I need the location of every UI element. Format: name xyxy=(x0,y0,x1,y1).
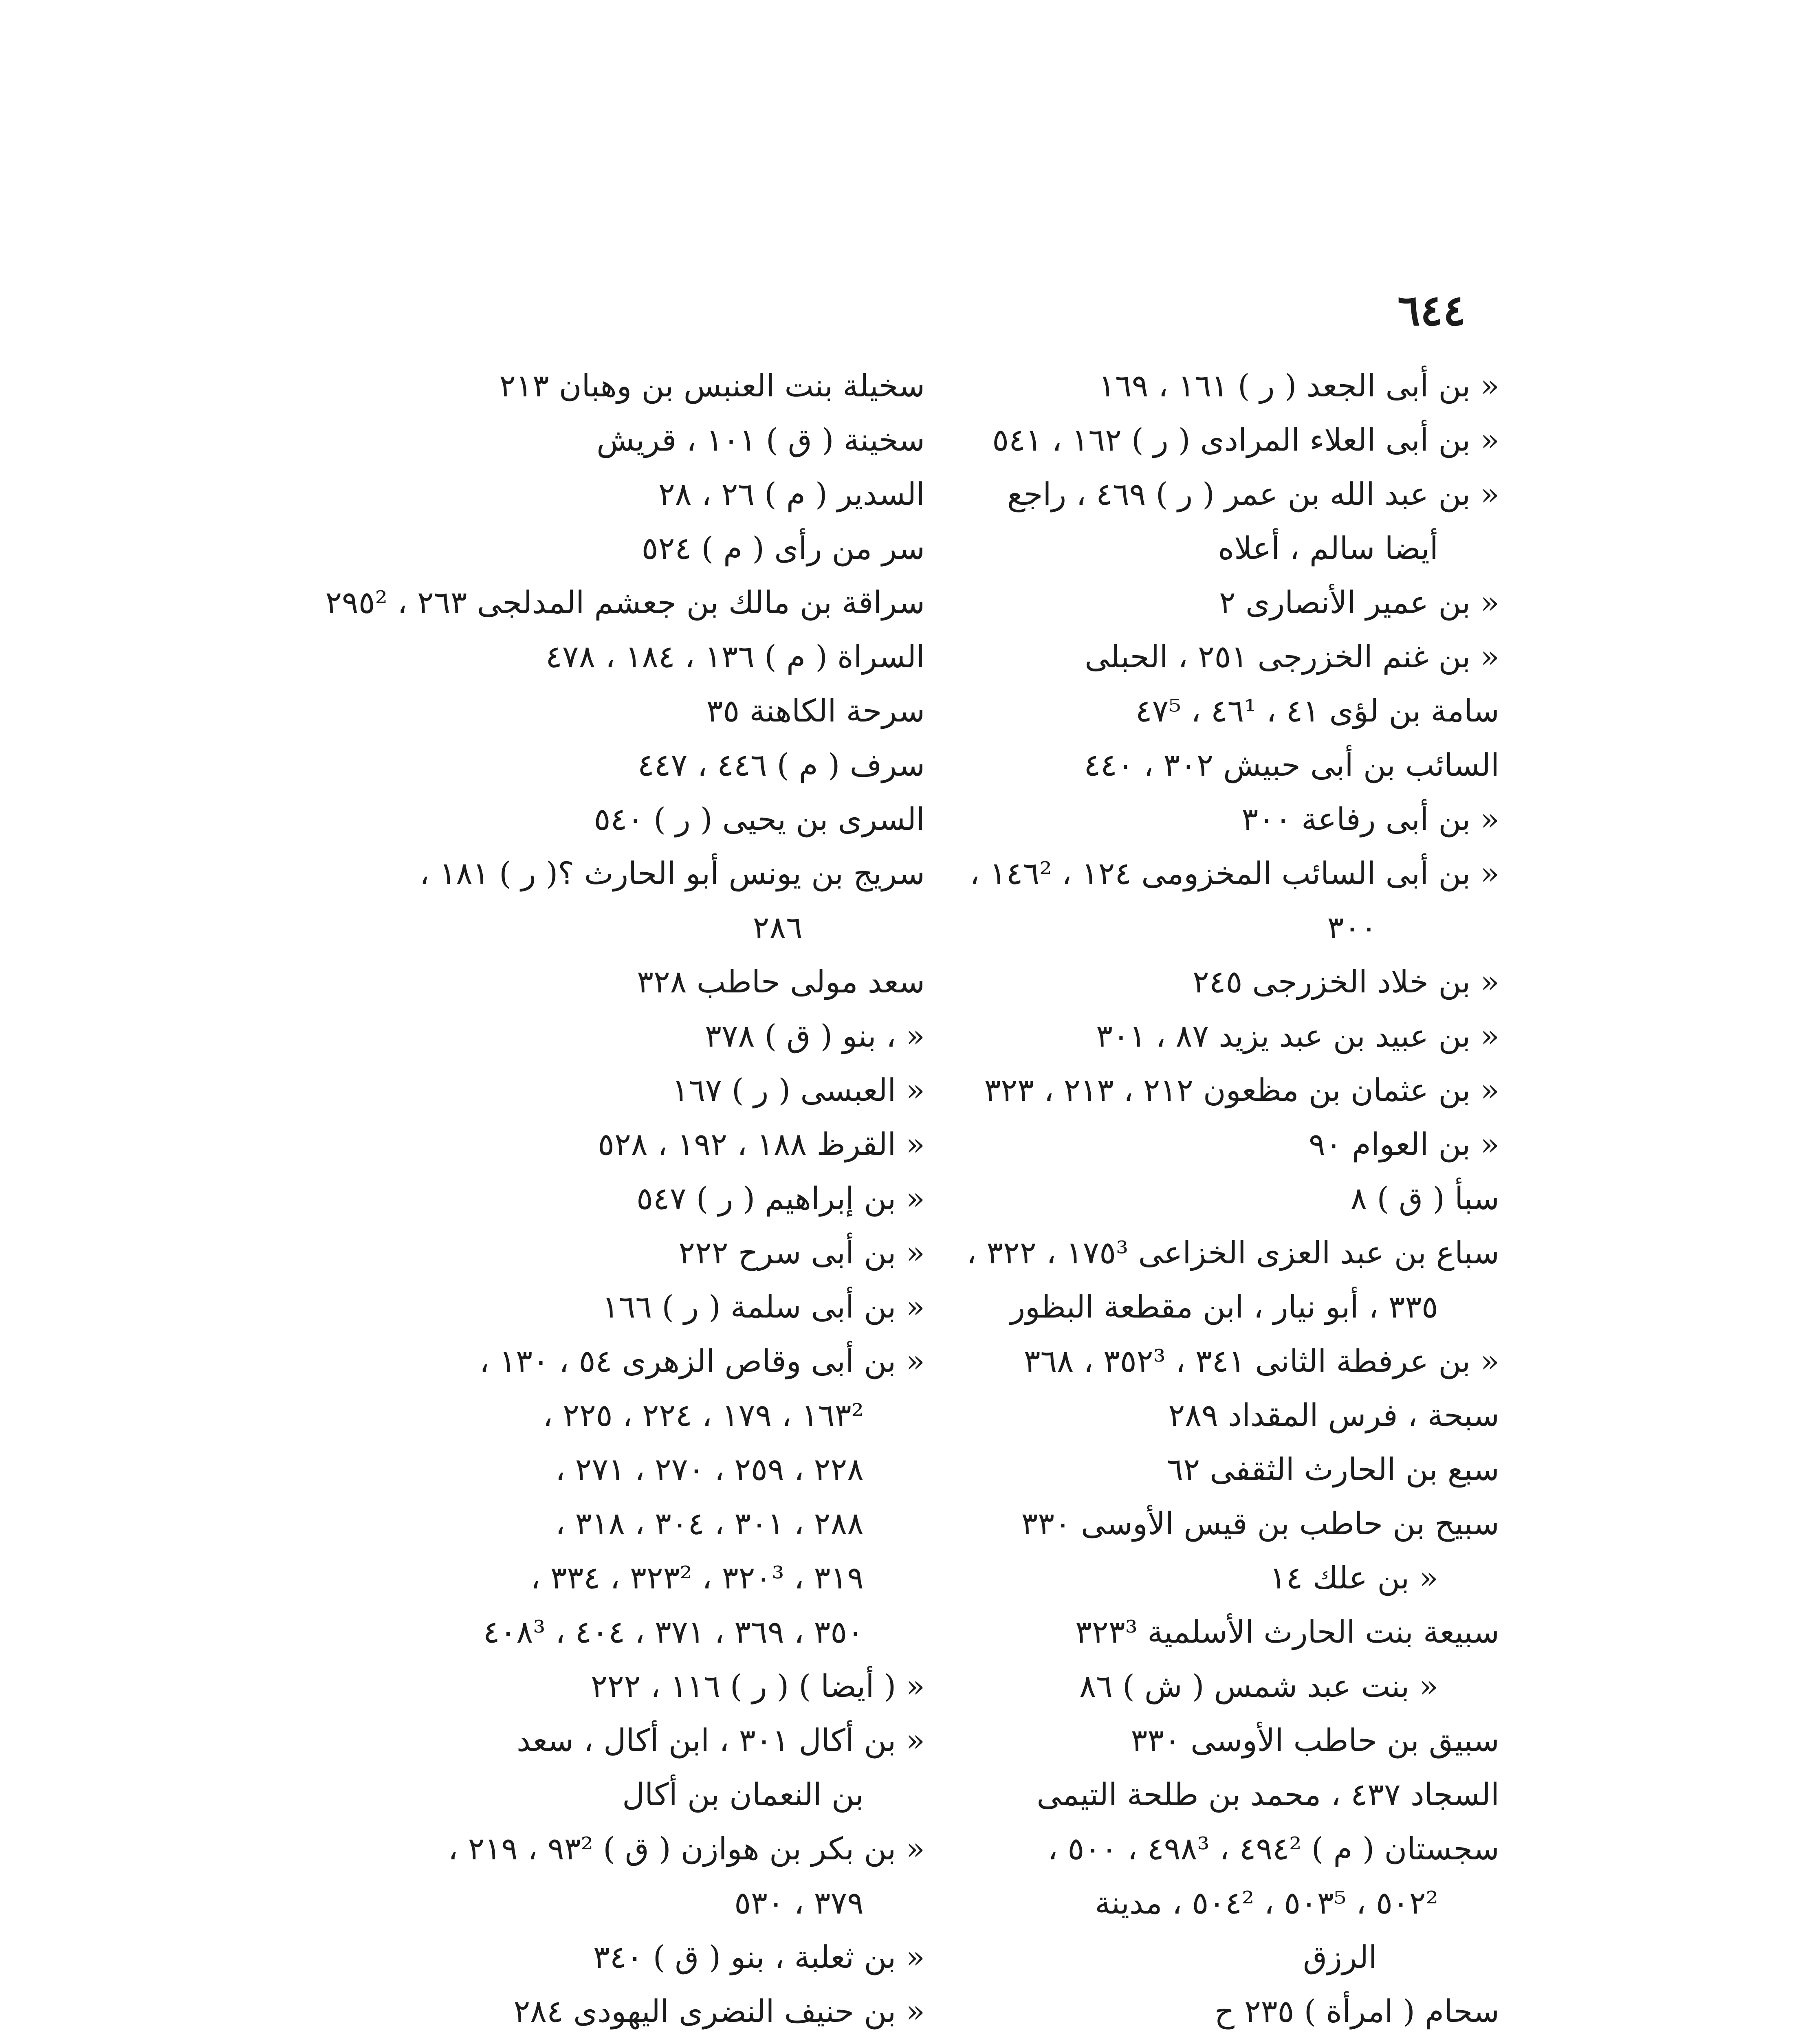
index-entry-continuation: ١٦٣² ، ١٧٩ ، ٢٢٤ ، ٢٢٥ ، xyxy=(543,1397,864,1433)
index-entry: « العبسى ( ر ) ١٦٧ xyxy=(672,1072,925,1108)
index-entry-continuation: بن النعمان بن أكال xyxy=(622,1776,864,1813)
index-entry: سبأ ( ق ) ٨ xyxy=(1350,1180,1499,1216)
index-entry: « بن عبد الله بن عمر ( ر ) ٤٦٩ ، راجع xyxy=(1007,476,1499,512)
index-entry: سر من رأى ( م ) ٥٢٤ xyxy=(641,530,925,566)
index-entry-continuation: ٣٣٥ ، أبو نيار ، ابن مقطعة البظور xyxy=(1010,1289,1438,1325)
index-entry: السجاد ٤٣٧ ، محمد بن طلحة التيمى xyxy=(1037,1776,1499,1813)
index-entry: « بن العوام ٩٠ xyxy=(1309,1126,1499,1162)
index-entry: سباع بن عبد العزى الخزاعى ١٧٥³ ، ٣٢٢ ، xyxy=(966,1234,1499,1271)
index-entry-continuation: ٣٥٠ ، ٣٦٩ ، ٣٧١ ، ٤٠٤ ، ٤٠٨³ xyxy=(483,1614,864,1650)
index-entry: « بن عمير الأنصارى ٢ xyxy=(1219,584,1499,620)
index-entry: « بن علك ١٤ xyxy=(1269,1560,1438,1596)
index-entry: سرحة الكاهنة ٣٥ xyxy=(706,693,925,729)
index-entry: « بن ثعلبة ، بنو ( ق ) ٣٤٠ xyxy=(593,1939,925,1975)
index-entry-continuation: ٣١٩ ، ٣٢٠³ ، ٣٢٣² ، ٣٣٤ ، xyxy=(530,1560,864,1596)
index-entry: « بن أبى الجعد ( ر ) ١٦١ ، ١٦٩ xyxy=(1098,367,1499,404)
index-entry: « بن أبى رفاعة ٣٠٠ xyxy=(1241,801,1499,837)
index-entry: سخينة ( ق ) ١٠١ ، قريش xyxy=(596,422,925,458)
index-entry: « بن بكر بن هوازن ( ق ) ٩٣² ، ٢١٩ ، xyxy=(448,1830,925,1867)
index-entry: « بن خلاد الخزرجى ٢٤٥ xyxy=(1192,964,1499,1000)
index-entry: « ، بنو ( ق ) ٣٧٨ xyxy=(704,1018,925,1054)
index-entry: سعد مولى حاطب ٣٢٨ xyxy=(637,964,925,1000)
index-entry: السائب بن أبى حبيش ٣٠٢ ، ٤٤٠ xyxy=(1084,747,1499,783)
index-entry: « بن أكال ٣٠١ ، ابن أكال ، سعد xyxy=(516,1722,925,1758)
index-entry: « بنت عبد شمس ( ش ) ٨٦ xyxy=(1079,1668,1438,1704)
index-entry-continuation: ٣٧٩ ، ٥٣٠ xyxy=(734,1885,864,1921)
index-entry: سبيق بن حاطب الأوسى ٣٣٠ xyxy=(1131,1722,1499,1758)
page-number: ٦٤٤ xyxy=(1397,285,1466,335)
index-entry: سبحة ، فرس المقداد ٢٨٩ xyxy=(1168,1397,1499,1433)
index-entry: « بن عرفطة الثانى ٣٤١ ، ٣٥٢³ ، ٣٦٨ xyxy=(1023,1343,1499,1379)
index-entry-continuation: ٢٨٨ ، ٣٠١ ، ٣٠٤ ، ٣١٨ ، xyxy=(555,1505,864,1542)
index-entry: « ( أيضا ) ( ر ) ١١٦ ، ٢٢٢ xyxy=(590,1668,925,1704)
index-entry: سحام ( امرأة ) ٢٣٥ ح xyxy=(1214,1993,1499,2029)
index-entry: سجستان ( م ) ٤٩٤² ، ٤٩٨³ ، ٥٠٠ ، xyxy=(1048,1830,1499,1867)
index-entry: سبع بن الحارث الثقفى ٦٢ xyxy=(1166,1451,1499,1487)
index-entry-continuation: أيضا سالم ، أعلاه xyxy=(1218,530,1438,566)
index-entry: سبيعة بنت الحارث الأسلمية ٣٢٣³ xyxy=(1075,1614,1499,1650)
index-entry: « بن أبى العلاء المرادى ( ر ) ١٦٢ ، ٥٤١ xyxy=(992,422,1499,458)
index-entry-continuation: الرزق xyxy=(1303,1939,1377,1975)
index-entry-continuation: ٢٨٦ xyxy=(753,909,803,946)
index-entry: « بن إبراهيم ( ر ) ٥٤٧ xyxy=(636,1180,925,1216)
index-column-right xyxy=(921,359,1499,2037)
index-entry: سراقة بن مالك بن جعشم المدلجى ٢٦٣ ، ٢٩٥² xyxy=(325,584,925,620)
index-entry: سخيلة بنت العنبس بن وهبان ٢١٣ xyxy=(499,367,925,404)
index-entry: السراة ( م ) ١٣٦ ، ١٨٤ ، ٤٧٨ xyxy=(545,638,925,675)
index-column-left xyxy=(325,359,925,2037)
index-entry: سريج بن يونس أبو الحارث ؟( ر ) ١٨١ ، xyxy=(419,855,925,891)
index-entry: سرف ( م ) ٤٤٦ ، ٤٤٧ xyxy=(637,747,925,783)
index-entry: « بن عبيد بن عبد يزيد ٨٧ ، ٣٠١ xyxy=(1096,1018,1499,1054)
index-entry: « بن أبى سلمة ( ر ) ١٦٦ xyxy=(602,1289,925,1325)
index-entry: سبيح بن حاطب بن قيس الأوسى ٣٣٠ xyxy=(1021,1505,1499,1542)
index-entry: « بن حنيف النضرى اليهودى ٢٨٤ xyxy=(513,1993,925,2029)
index-entry: « بن غنم الخزرجى ٢٥١ ، الحبلى xyxy=(1085,638,1499,675)
index-entry: « القرظ ١٨٨ ، ١٩٢ ، ٥٢٨ xyxy=(598,1126,925,1162)
index-entry: السرى بن يحيى ( ر ) ٥٤٠ xyxy=(594,801,925,837)
index-entry: « بن أبى سرح ٢٢٢ xyxy=(678,1234,925,1271)
index-entry-continuation: ٢٢٨ ، ٢٥٩ ، ٢٧٠ ، ٢٧١ ، xyxy=(555,1451,864,1487)
index-entry: « بن أبى السائب المخزومى ١٢٤ ، ١٤٦² ، xyxy=(970,855,1499,891)
index-entry: « بن أبى وقاص الزهرى ٥٤ ، ١٣٠ ، xyxy=(479,1343,925,1379)
index-entry: « بن عثمان بن مظعون ٢١٢ ، ٢١٣ ، ٣٢٣ xyxy=(984,1072,1499,1108)
index-entry: السدير ( م ) ٢٦ ، ٢٨ xyxy=(658,476,925,512)
index-entry-continuation: ٣٠٠ xyxy=(1327,909,1377,946)
index-entry-continuation: ٥٠٢² ، ٥٠٣⁵ ، ٥٠٤² ، مدينة xyxy=(1095,1885,1438,1921)
index-entry: سامة بن لؤى ٤١ ، ٤٦¹ ، ٤٧⁵ xyxy=(1135,693,1499,729)
